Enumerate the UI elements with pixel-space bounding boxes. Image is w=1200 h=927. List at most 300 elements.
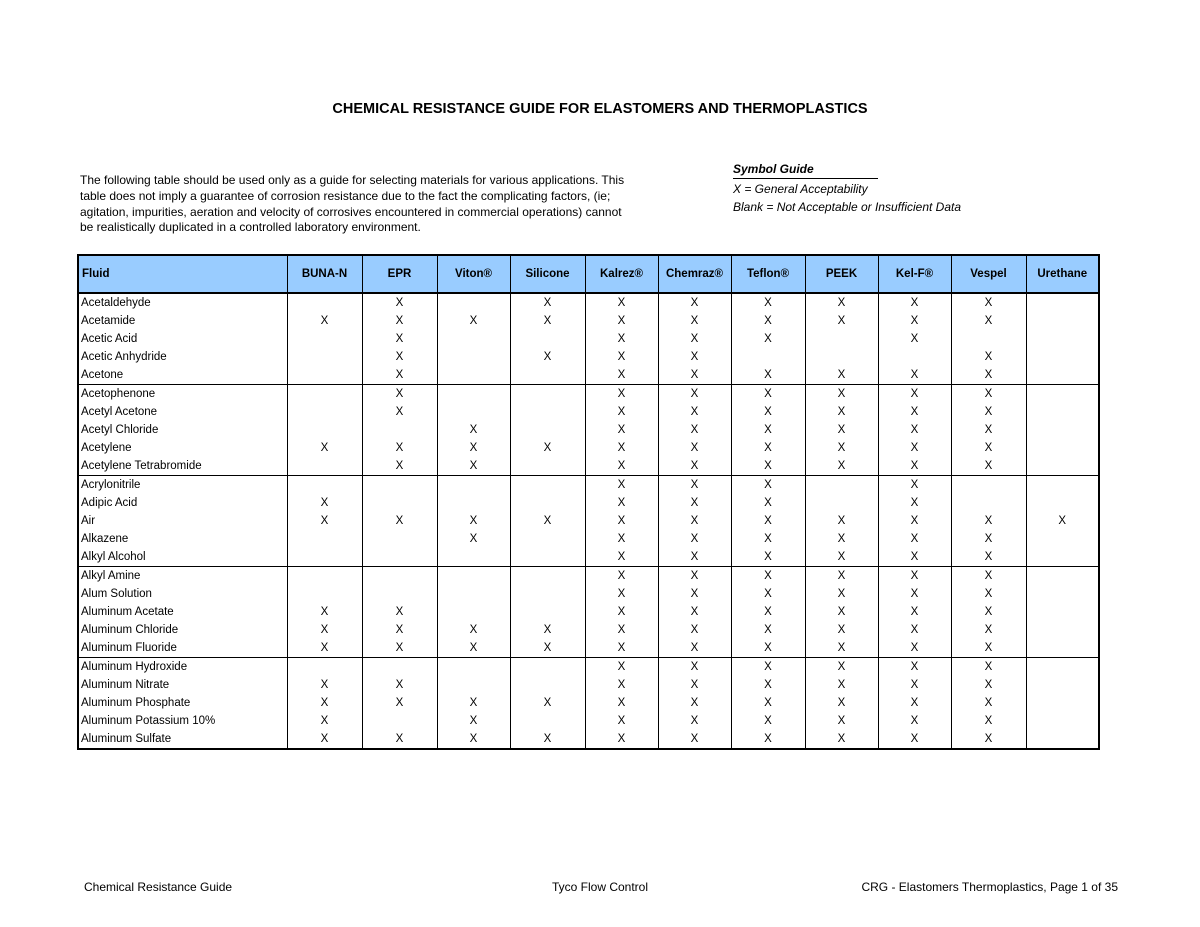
rating-cell: X xyxy=(658,403,731,421)
fluid-name-cell: Acetamide xyxy=(78,312,287,330)
rating-cell: X xyxy=(658,457,731,476)
table-row xyxy=(78,712,1099,730)
rating-cell xyxy=(287,530,362,548)
header-chemraz: Chemraz® xyxy=(658,255,731,293)
rating-cell: X xyxy=(805,585,878,603)
fluid-name-cell: Aluminum Nitrate xyxy=(78,676,287,694)
rating-cell xyxy=(287,385,362,404)
rating-cell xyxy=(362,567,437,586)
rating-cell: X xyxy=(437,457,510,476)
rating-cell: X xyxy=(805,676,878,694)
rating-cell xyxy=(1026,330,1099,348)
rating-cell: X xyxy=(437,712,510,730)
rating-cell: X xyxy=(878,476,951,495)
rating-cell: X xyxy=(437,730,510,749)
rating-cell xyxy=(1026,621,1099,639)
rating-cell: X xyxy=(362,439,437,457)
table-row xyxy=(78,567,1099,586)
rating-cell: X xyxy=(658,366,731,385)
table-row xyxy=(78,730,1099,749)
rating-cell: X xyxy=(658,548,731,567)
rating-cell xyxy=(437,403,510,421)
rating-cell xyxy=(362,712,437,730)
rating-cell xyxy=(287,585,362,603)
rating-cell: X xyxy=(437,512,510,530)
header-kalrez: Kalrez® xyxy=(585,255,658,293)
fluid-name-cell: Aluminum Acetate xyxy=(78,603,287,621)
rating-cell: X xyxy=(731,712,805,730)
rating-cell: X xyxy=(362,330,437,348)
rating-cell: X xyxy=(731,494,805,512)
fluid-name-cell: Acetylene Tetrabromide xyxy=(78,457,287,476)
rating-cell: X xyxy=(878,730,951,749)
rating-cell: X xyxy=(878,512,951,530)
rating-cell xyxy=(287,348,362,366)
table-row xyxy=(78,548,1099,567)
rating-cell xyxy=(1026,293,1099,312)
rating-cell: X xyxy=(951,730,1026,749)
symbol-guide-title: Symbol Guide xyxy=(733,162,878,179)
rating-cell: X xyxy=(658,312,731,330)
fluid-name-cell: Aluminum Hydroxide xyxy=(78,658,287,677)
rating-cell: X xyxy=(878,439,951,457)
rating-cell: X xyxy=(731,457,805,476)
rating-cell: X xyxy=(951,621,1026,639)
rating-cell: X xyxy=(510,512,585,530)
table-row xyxy=(78,658,1099,677)
header-buna-n: BUNA-N xyxy=(287,255,362,293)
rating-cell: X xyxy=(878,712,951,730)
rating-cell: X xyxy=(585,439,658,457)
rating-cell: X xyxy=(731,530,805,548)
rating-cell: X xyxy=(878,676,951,694)
rating-cell: X xyxy=(585,330,658,348)
rating-cell: X xyxy=(731,312,805,330)
rating-cell: X xyxy=(658,476,731,495)
rating-cell: X xyxy=(510,293,585,312)
rating-cell: X xyxy=(805,457,878,476)
rating-cell xyxy=(1026,548,1099,567)
table-row xyxy=(78,312,1099,330)
rating-cell: X xyxy=(585,694,658,712)
table-row xyxy=(78,639,1099,658)
rating-cell xyxy=(1026,403,1099,421)
rating-cell: X xyxy=(805,639,878,658)
rating-cell: X xyxy=(805,439,878,457)
rating-cell: X xyxy=(585,494,658,512)
rating-cell: X xyxy=(362,730,437,749)
rating-cell xyxy=(1026,421,1099,439)
table-row xyxy=(78,676,1099,694)
rating-cell xyxy=(287,567,362,586)
rating-cell: X xyxy=(658,621,731,639)
header-silicone: Silicone xyxy=(510,255,585,293)
rating-cell: X xyxy=(878,293,951,312)
rating-cell: X xyxy=(951,658,1026,677)
rating-cell: X xyxy=(805,293,878,312)
rating-cell xyxy=(437,676,510,694)
rating-cell xyxy=(805,476,878,495)
rating-cell: X xyxy=(731,403,805,421)
rating-cell: X xyxy=(510,730,585,749)
rating-cell: X xyxy=(951,385,1026,404)
rating-cell: X xyxy=(585,548,658,567)
rating-cell: X xyxy=(658,712,731,730)
intro-line: be realistically duplicated in a controlled laboratory environment. xyxy=(80,220,421,235)
rating-cell: X xyxy=(731,366,805,385)
rating-cell xyxy=(510,385,585,404)
rating-cell xyxy=(437,548,510,567)
rating-cell: X xyxy=(362,639,437,658)
rating-cell: X xyxy=(362,348,437,366)
rating-cell: X xyxy=(658,385,731,404)
rating-cell xyxy=(510,330,585,348)
rating-cell: X xyxy=(287,494,362,512)
rating-cell: X xyxy=(805,366,878,385)
rating-cell: X xyxy=(658,512,731,530)
rating-cell: X xyxy=(362,512,437,530)
fluid-name-cell: Alkyl Alcohol xyxy=(78,548,287,567)
rating-cell: X xyxy=(585,403,658,421)
rating-cell: X xyxy=(658,603,731,621)
rating-cell xyxy=(510,457,585,476)
fluid-name-cell: Alkyl Amine xyxy=(78,567,287,586)
rating-cell: X xyxy=(287,676,362,694)
rating-cell: X xyxy=(951,530,1026,548)
rating-cell xyxy=(437,293,510,312)
rating-cell xyxy=(1026,730,1099,749)
rating-cell xyxy=(510,530,585,548)
rating-cell: X xyxy=(658,730,731,749)
rating-cell xyxy=(510,421,585,439)
rating-cell xyxy=(510,366,585,385)
intro-line: agitation, impurities, aeration and velocity of corrosives encountered in commercial operations) cannot xyxy=(80,204,622,219)
rating-cell xyxy=(287,366,362,385)
rating-cell xyxy=(437,603,510,621)
rating-cell: X xyxy=(287,621,362,639)
rating-cell: X xyxy=(1026,512,1099,530)
rating-cell xyxy=(437,494,510,512)
rating-cell: X xyxy=(805,694,878,712)
header-fluid: Fluid xyxy=(78,255,287,293)
fluid-name-cell: Acetyl Acetone xyxy=(78,403,287,421)
rating-cell xyxy=(805,348,878,366)
rating-cell: X xyxy=(731,603,805,621)
rating-cell: X xyxy=(362,366,437,385)
rating-cell: X xyxy=(585,712,658,730)
rating-cell: X xyxy=(437,639,510,658)
rating-cell: X xyxy=(878,330,951,348)
table-row xyxy=(78,366,1099,385)
rating-cell: X xyxy=(805,385,878,404)
fluid-name-cell: Acetyl Chloride xyxy=(78,421,287,439)
rating-cell: X xyxy=(951,421,1026,439)
rating-cell: X xyxy=(731,694,805,712)
rating-cell: X xyxy=(731,439,805,457)
rating-cell xyxy=(1026,385,1099,404)
rating-cell xyxy=(287,421,362,439)
rating-cell xyxy=(1026,530,1099,548)
rating-cell: X xyxy=(805,421,878,439)
rating-cell xyxy=(805,494,878,512)
rating-cell: X xyxy=(362,457,437,476)
rating-cell: X xyxy=(658,421,731,439)
rating-cell xyxy=(1026,603,1099,621)
header-urethane: Urethane xyxy=(1026,255,1099,293)
rating-cell: X xyxy=(585,530,658,548)
rating-cell: X xyxy=(585,476,658,495)
resistance-table xyxy=(77,254,1100,750)
rating-cell xyxy=(510,476,585,495)
rating-cell: X xyxy=(287,603,362,621)
rating-cell: X xyxy=(731,548,805,567)
rating-cell: X xyxy=(951,439,1026,457)
rating-cell: X xyxy=(805,658,878,677)
rating-cell: X xyxy=(951,293,1026,312)
rating-cell: X xyxy=(951,567,1026,586)
rating-cell: X xyxy=(658,639,731,658)
rating-cell xyxy=(951,330,1026,348)
header-viton: Viton® xyxy=(437,255,510,293)
rating-cell: X xyxy=(362,403,437,421)
fluid-name-cell: Air xyxy=(78,512,287,530)
table-row xyxy=(78,603,1099,621)
rating-cell: X xyxy=(878,548,951,567)
rating-cell xyxy=(1026,694,1099,712)
rating-cell: X xyxy=(878,421,951,439)
rating-cell: X xyxy=(731,621,805,639)
rating-cell: X xyxy=(731,293,805,312)
table-body xyxy=(78,293,1099,749)
rating-cell: X xyxy=(878,603,951,621)
rating-cell: X xyxy=(805,312,878,330)
rating-cell: X xyxy=(805,512,878,530)
rating-cell: X xyxy=(805,603,878,621)
table-row xyxy=(78,585,1099,603)
header-peek: PEEK xyxy=(805,255,878,293)
rating-cell xyxy=(437,567,510,586)
rating-cell: X xyxy=(805,621,878,639)
rating-cell: X xyxy=(951,694,1026,712)
rating-cell: X xyxy=(510,348,585,366)
rating-cell: X xyxy=(287,730,362,749)
fluid-name-cell: Aluminum Sulfate xyxy=(78,730,287,749)
rating-cell: X xyxy=(805,403,878,421)
rating-cell: X xyxy=(658,494,731,512)
rating-cell: X xyxy=(731,585,805,603)
intro-line: The following table should be used only as a guide for selecting materials for various applications. This xyxy=(80,173,625,187)
rating-cell: X xyxy=(951,585,1026,603)
rating-cell: X xyxy=(731,385,805,404)
table-row xyxy=(78,512,1099,530)
rating-cell: X xyxy=(658,658,731,677)
rating-cell xyxy=(1026,457,1099,476)
rating-cell xyxy=(1026,348,1099,366)
rating-cell xyxy=(1026,439,1099,457)
rating-cell: X xyxy=(951,512,1026,530)
rating-cell: X xyxy=(878,366,951,385)
fluid-name-cell: Acetaldehyde xyxy=(78,293,287,312)
rating-cell: X xyxy=(805,712,878,730)
fluid-name-cell: Acetophenone xyxy=(78,385,287,404)
rating-cell: X xyxy=(585,348,658,366)
rating-cell: X xyxy=(951,312,1026,330)
rating-cell: X xyxy=(658,530,731,548)
rating-cell xyxy=(1026,476,1099,495)
rating-cell xyxy=(1026,639,1099,658)
fluid-name-cell: Aluminum Chloride xyxy=(78,621,287,639)
rating-cell: X xyxy=(951,603,1026,621)
rating-cell: X xyxy=(951,457,1026,476)
rating-cell: X xyxy=(951,366,1026,385)
rating-cell: X xyxy=(878,567,951,586)
rating-cell xyxy=(510,712,585,730)
rating-cell xyxy=(510,548,585,567)
fluid-name-cell: Adipic Acid xyxy=(78,494,287,512)
symbol-guide-x: X = General Acceptability xyxy=(733,182,868,196)
rating-cell: X xyxy=(658,676,731,694)
fluid-name-cell: Aluminum Fluoride xyxy=(78,639,287,658)
rating-cell: X xyxy=(731,421,805,439)
rating-cell: X xyxy=(585,730,658,749)
table-row xyxy=(78,621,1099,639)
rating-cell: X xyxy=(437,621,510,639)
rating-cell: X xyxy=(437,421,510,439)
rating-cell: X xyxy=(585,585,658,603)
rating-cell xyxy=(951,494,1026,512)
rating-cell: X xyxy=(878,403,951,421)
rating-cell: X xyxy=(287,694,362,712)
rating-cell: X xyxy=(510,639,585,658)
rating-cell xyxy=(510,403,585,421)
rating-cell: X xyxy=(437,530,510,548)
rating-cell xyxy=(951,476,1026,495)
rating-cell: X xyxy=(878,621,951,639)
fluid-name-cell: Acetone xyxy=(78,366,287,385)
rating-cell: X xyxy=(878,494,951,512)
rating-cell: X xyxy=(731,730,805,749)
table-row xyxy=(78,439,1099,457)
rating-cell xyxy=(731,348,805,366)
table-row xyxy=(78,694,1099,712)
rating-cell xyxy=(437,585,510,603)
rating-cell xyxy=(1026,366,1099,385)
rating-cell: X xyxy=(805,567,878,586)
header-teflon: Teflon® xyxy=(731,255,805,293)
rating-cell xyxy=(287,548,362,567)
rating-cell: X xyxy=(658,567,731,586)
rating-cell: X xyxy=(951,676,1026,694)
rating-cell xyxy=(510,494,585,512)
fluid-name-cell: Acetic Anhydride xyxy=(78,348,287,366)
rating-cell: X xyxy=(585,621,658,639)
rating-cell: X xyxy=(287,712,362,730)
rating-cell: X xyxy=(731,476,805,495)
rating-cell: X xyxy=(437,439,510,457)
rating-cell: X xyxy=(287,439,362,457)
header-kel-f: Kel-F® xyxy=(878,255,951,293)
rating-cell: X xyxy=(878,530,951,548)
header-vespel: Vespel xyxy=(951,255,1026,293)
rating-cell: X xyxy=(805,730,878,749)
rating-cell xyxy=(1026,658,1099,677)
rating-cell: X xyxy=(878,658,951,677)
rating-cell xyxy=(437,330,510,348)
rating-cell: X xyxy=(585,658,658,677)
rating-cell: X xyxy=(362,694,437,712)
rating-cell: X xyxy=(287,312,362,330)
rating-cell xyxy=(437,366,510,385)
rating-cell: X xyxy=(658,439,731,457)
rating-cell: X xyxy=(585,385,658,404)
header-epr: EPR xyxy=(362,255,437,293)
rating-cell xyxy=(1026,676,1099,694)
fluid-name-cell: Acetic Acid xyxy=(78,330,287,348)
rating-cell: X xyxy=(878,585,951,603)
rating-cell xyxy=(362,476,437,495)
rating-cell: X xyxy=(362,603,437,621)
intro-line: table does not imply a guarantee of corrosion resistance due to the fact the complicating factors, (ie; xyxy=(80,188,611,203)
rating-cell: X xyxy=(731,658,805,677)
fluid-name-cell: Aluminum Phosphate xyxy=(78,694,287,712)
page-title: CHEMICAL RESISTANCE GUIDE FOR ELASTOMERS AND THERMOPLASTICS xyxy=(332,101,868,117)
rating-cell: X xyxy=(658,585,731,603)
rating-cell xyxy=(287,330,362,348)
table-row xyxy=(78,403,1099,421)
rating-cell xyxy=(878,348,951,366)
rating-cell: X xyxy=(510,621,585,639)
rating-cell xyxy=(362,585,437,603)
rating-cell: X xyxy=(731,676,805,694)
rating-cell: X xyxy=(585,639,658,658)
rating-cell xyxy=(1026,312,1099,330)
rating-cell xyxy=(362,548,437,567)
rating-cell xyxy=(362,421,437,439)
symbol-guide xyxy=(733,162,961,215)
fluid-name-cell: Acrylonitrile xyxy=(78,476,287,495)
rating-cell xyxy=(1026,567,1099,586)
rating-cell: X xyxy=(731,512,805,530)
rating-cell xyxy=(287,293,362,312)
rating-cell: X xyxy=(951,348,1026,366)
rating-cell xyxy=(362,494,437,512)
table-row xyxy=(78,476,1099,495)
rating-cell: X xyxy=(287,639,362,658)
rating-cell: X xyxy=(805,530,878,548)
footer-center: Tyco Flow Control xyxy=(551,880,649,894)
rating-cell: X xyxy=(951,639,1026,658)
footer-left: Chemical Resistance Guide xyxy=(84,880,233,894)
rating-cell: X xyxy=(585,567,658,586)
table-row xyxy=(78,348,1099,366)
rating-cell xyxy=(510,567,585,586)
rating-cell: X xyxy=(658,293,731,312)
rating-cell: X xyxy=(658,330,731,348)
rating-cell xyxy=(1026,494,1099,512)
rating-cell xyxy=(510,585,585,603)
rating-cell: X xyxy=(878,694,951,712)
rating-cell: X xyxy=(362,312,437,330)
rating-cell xyxy=(287,476,362,495)
rating-cell: X xyxy=(362,293,437,312)
rating-cell xyxy=(1026,712,1099,730)
rating-cell xyxy=(510,658,585,677)
fluid-name-cell: Aluminum Potassium 10% xyxy=(78,712,287,730)
rating-cell: X xyxy=(362,621,437,639)
rating-cell: X xyxy=(585,512,658,530)
fluid-name-cell: Alum Solution xyxy=(78,585,287,603)
rating-cell: X xyxy=(362,385,437,404)
